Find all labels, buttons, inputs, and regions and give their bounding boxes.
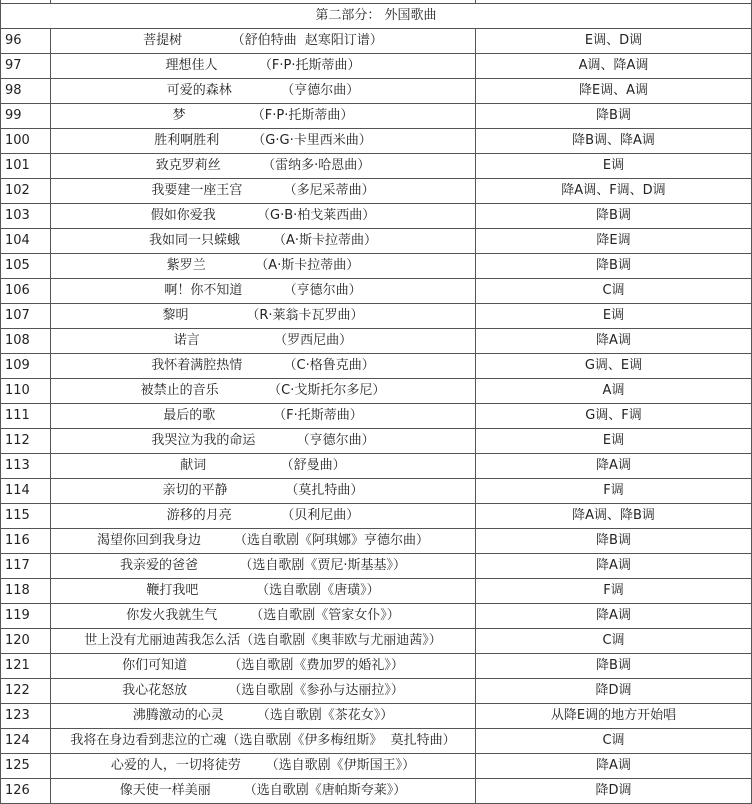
song-number: 108 <box>1 329 51 354</box>
song-number: 106 <box>1 279 51 304</box>
song-number: 125 <box>1 754 51 779</box>
song-number: 117 <box>1 554 51 579</box>
song-title: 黎明 （R·莱翁卡瓦罗曲） <box>51 304 476 329</box>
table-row <box>1 229 752 254</box>
table-row <box>1 54 752 79</box>
song-key: 降A调、F调、D调 <box>476 179 752 204</box>
table-row <box>1 104 752 129</box>
song-number: 119 <box>1 604 51 629</box>
song-title: 假如你爱我 （G·B·柏戈莱西曲） <box>51 204 476 229</box>
song-number: 118 <box>1 579 51 604</box>
song-key: 降E调 <box>476 229 752 254</box>
song-key: 降B调 <box>476 529 752 554</box>
table-row <box>1 429 752 454</box>
song-title: 我亲爱的爸爸 （选自歌剧《贾尼·斯基基》） <box>51 554 476 579</box>
song-key: 降B调 <box>476 654 752 679</box>
song-key: 降A调 <box>476 554 752 579</box>
song-number: 110 <box>1 379 51 404</box>
table-row <box>1 554 752 579</box>
song-key: 降E调、A调 <box>476 79 752 104</box>
song-title: 致克罗莉丝 （雷纳多·哈恩曲） <box>51 154 476 179</box>
song-number: 123 <box>1 704 51 729</box>
song-title: 我将在身边看到悲泣的亡魂（选自歌剧《伊多梅纽斯》 莫扎特曲） <box>51 729 476 754</box>
song-title: 游移的月亮 （贝利尼曲） <box>51 504 476 529</box>
song-number: 115 <box>1 504 51 529</box>
song-key: 降D调 <box>476 679 752 704</box>
song-key: G调、F调 <box>476 404 752 429</box>
song-title: 献词 （舒曼曲） <box>51 454 476 479</box>
song-title: 沸腾激动的心灵 （选自歌剧《茶花女》） <box>51 704 476 729</box>
table-row <box>1 404 752 429</box>
song-title: 可爱的森林 （亨德尔曲） <box>51 79 476 104</box>
song-title: 菩提树 （舒伯特曲 赵寒阳订谱） <box>51 29 476 54</box>
song-number: 107 <box>1 304 51 329</box>
song-number: 102 <box>1 179 51 204</box>
table-row <box>1 354 752 379</box>
song-title: 你们可知道 （选自歌剧《费加罗的婚礼》） <box>51 654 476 679</box>
song-title: 我怀着满腔热情 （C·格鲁克曲） <box>51 354 476 379</box>
table-row <box>1 629 752 654</box>
table-row <box>1 204 752 229</box>
song-title: 被禁止的音乐 （C·戈斯托尔多尼） <box>51 379 476 404</box>
table-row <box>1 479 752 504</box>
table-row <box>1 579 752 604</box>
song-key: 降D调 <box>476 779 752 804</box>
song-key: G调、E调 <box>476 354 752 379</box>
table-row <box>1 454 752 479</box>
song-key: E调 <box>476 304 752 329</box>
song-title: 我如同一只蝾蛾 （A·斯卡拉蒂曲） <box>51 229 476 254</box>
song-title: 理想佳人 （F·P·托斯蒂曲） <box>51 54 476 79</box>
table-row <box>1 154 752 179</box>
song-key: F调 <box>476 479 752 504</box>
table-row <box>1 329 752 354</box>
table-row <box>1 79 752 104</box>
table-row <box>1 179 752 204</box>
song-key: 从降E调的地方开始唱 <box>476 704 752 729</box>
song-title: 渴望你回到我身边 （选自歌剧《阿琪娜》亨德尔曲） <box>51 529 476 554</box>
song-title: 最后的歌 （F·托斯蒂曲） <box>51 404 476 429</box>
song-key: C调 <box>476 729 752 754</box>
table-row <box>1 704 752 729</box>
song-number: 112 <box>1 429 51 454</box>
table-row <box>1 279 752 304</box>
song-number: 97 <box>1 54 51 79</box>
song-key: 降A调、降B调 <box>476 504 752 529</box>
song-title: 像天使一样美丽 （选自歌剧《唐帕斯夸莱》） <box>51 779 476 804</box>
song-title: 啊！你不知道 （亨德尔曲） <box>51 279 476 304</box>
table-row <box>1 729 752 754</box>
song-key: E调、D调 <box>476 29 752 54</box>
song-key: 降B调 <box>476 104 752 129</box>
song-title: 我要建一座王宫 （多尼采蒂曲） <box>51 179 476 204</box>
song-title: 紫罗兰 （A·斯卡拉蒂曲） <box>51 254 476 279</box>
table-row <box>1 779 752 804</box>
song-key: E调 <box>476 429 752 454</box>
song-key: E调 <box>476 154 752 179</box>
song-number: 113 <box>1 454 51 479</box>
song-key: 降B调 <box>476 204 752 229</box>
song-number: 96 <box>1 29 51 54</box>
song-key: F调 <box>476 579 752 604</box>
song-number: 116 <box>1 529 51 554</box>
table-row <box>1 679 752 704</box>
table-row <box>1 504 752 529</box>
song-title: 亲切的平静 （莫扎特曲） <box>51 479 476 504</box>
song-number: 104 <box>1 229 51 254</box>
song-key: 降A调 <box>476 604 752 629</box>
song-key: 降B调 <box>476 254 752 279</box>
table-row <box>1 129 752 154</box>
song-key: 降A调 <box>476 329 752 354</box>
section-header-row <box>1 4 752 29</box>
song-number: 126 <box>1 779 51 804</box>
song-title: 我心花怒放 （选自歌剧《参孙与达丽拉》） <box>51 679 476 704</box>
song-key: 降A调 <box>476 454 752 479</box>
song-key: C调 <box>476 629 752 654</box>
song-key: A调 <box>476 379 752 404</box>
song-number: 98 <box>1 79 51 104</box>
song-number: 121 <box>1 654 51 679</box>
table-row <box>1 304 752 329</box>
song-number: 124 <box>1 729 51 754</box>
song-title: 心爱的人，一切将徒劳 （选自歌剧《伊斯国王》） <box>51 754 476 779</box>
table-row <box>1 29 752 54</box>
song-title: 我哭泣为我的命运 （亨德尔曲） <box>51 429 476 454</box>
song-number: 109 <box>1 354 51 379</box>
song-title: 梦 （F·P·托斯蒂曲） <box>51 104 476 129</box>
table-row <box>1 654 752 679</box>
song-title: 世上没有尤丽迪茜我怎么活（选自歌剧《奥菲欧与尤丽迪茜》） <box>51 629 476 654</box>
song-number: 111 <box>1 404 51 429</box>
song-number: 103 <box>1 204 51 229</box>
song-number: 100 <box>1 129 51 154</box>
song-key: 降B调、降A调 <box>476 129 752 154</box>
song-number: 105 <box>1 254 51 279</box>
song-number: 120 <box>1 629 51 654</box>
song-key: A调、降A调 <box>476 54 752 79</box>
song-title: 诺言 （罗西尼曲） <box>51 329 476 354</box>
song-number: 114 <box>1 479 51 504</box>
table-row <box>1 529 752 554</box>
table-row <box>1 754 752 779</box>
table-row <box>1 379 752 404</box>
song-title: 你发火我就生气 （选自歌剧《管家女仆》） <box>51 604 476 629</box>
song-number: 101 <box>1 154 51 179</box>
table-row <box>1 254 752 279</box>
song-key: C调 <box>476 279 752 304</box>
table-row <box>1 604 752 629</box>
section-header: 第二部分： 外国歌曲 <box>1 4 752 29</box>
song-title: 胜利啊胜利 （G·G·卡里西米曲） <box>51 129 476 154</box>
song-number: 99 <box>1 104 51 129</box>
song-number: 122 <box>1 679 51 704</box>
song-key: 降A调 <box>476 754 752 779</box>
song-title: 鞭打我吧 （选自歌剧《唐璜》） <box>51 579 476 604</box>
